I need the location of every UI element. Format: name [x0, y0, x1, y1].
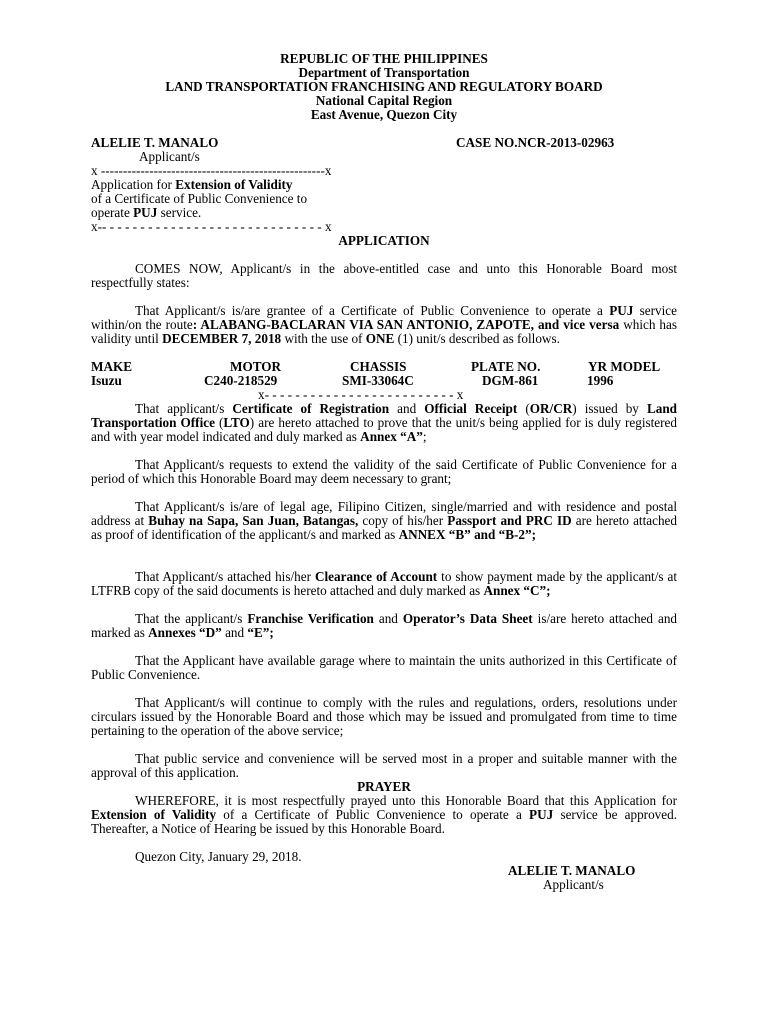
signature-label: Applicant/s [543, 877, 604, 892]
header-address: East Avenue, Quezon City [310, 107, 458, 122]
vehicle-table-row [91, 374, 677, 388]
paragraph-franchise-verification: That the applicant/s Franchise Verification and Operator’s Data Sheet is/are hereto attached and marked as Annexes “D” and “E”; [91, 611, 678, 640]
caption-separator: x ---------------------------------------------------x [91, 163, 332, 178]
paragraph-clearance: That Applicant/s attached his/her Clearance of Account to show payment made by the applicant/s at LTFRB copy of the said documents is hereto attached and duly marked as Annex “C”; [91, 569, 678, 598]
header-department: Department of Transportation [298, 65, 470, 80]
cell-plate-no: DGM-861 [482, 373, 539, 388]
paragraph-comes-now: COMES NOW, Applicant/s in the above-entitled case and unto this Honorable Board most respectfully states: [91, 261, 677, 290]
column-chassis: CHASSIS [350, 359, 407, 374]
application-for-line-2: of a Certificate of Public Convenience to [91, 191, 308, 206]
column-yr-model: YR MODEL [588, 359, 661, 374]
vehicle-table-header [91, 360, 677, 374]
column-make: MAKE [91, 359, 133, 374]
paragraph-comply: That Applicant/s will continue to comply with the rules and regulations, orders, resolutions under circulars issued by the Honorable Board and those which may be issued and promulgated from time to time pertaining to the operation of the above service; [91, 695, 677, 738]
applicant-name: ALELIE T. MANALO [91, 135, 219, 150]
cell-make: Isuzu [91, 373, 122, 388]
case-number: CASE NO.NCR-2013-02963 [456, 135, 615, 150]
cell-chassis: SMI-33064C [342, 373, 414, 388]
paragraph-grantee: That Applicant/s is/are grantee of a Certificate of Public Convenience to operate a PUJ service within/on the route: ALABANG-BACLARAN VIA SAN ANTONIO, ZAPOTE, and vice versa which has validity until DECEMBER 7, 2018 with the use of ONE (1) unit/s described as follows. [91, 303, 678, 346]
header-board: LAND TRANSPORTATION FRANCHISING AND REGULATORY BOARD [165, 79, 603, 94]
paragraph-registration: That applicant/s Certificate of Registration and Official Receipt (OR/CR) issued by Land Transportation Office (LTO) are hereto attached to prove that the unit/s being applied for is duly registered and with year model indicated and duly marked as Annex “A”; [91, 401, 678, 444]
column-motor: MOTOR [230, 359, 282, 374]
application-for-line: Application for Extension of Validity [91, 177, 293, 192]
column-plate-no: PLATE NO. [471, 359, 541, 374]
header-republic: REPUBLIC OF THE PHILIPPINES [280, 51, 488, 66]
paragraph-extend-validity: That Applicant/s requests to extend the validity of the said Certificate of Public Convenience for a period of which this Honorable Board may deem necessary to grant; [91, 457, 677, 486]
signature-name: ALELIE T. MANALO [508, 863, 636, 878]
paragraph-public-service: That public service and convenience will be served most in a proper and suitable manner with the approval of this application. [91, 751, 677, 780]
prayer-title: PRAYER [357, 779, 411, 794]
date-line: Quezon City, January 29, 2018. [135, 849, 302, 864]
paragraph-wherefore: WHEREFORE, it is most respectfully prayed unto this Honorable Board that this Application for Extension of Validity of a Certificate of Public Convenience to operate a PUJ service be approved. Thereafter, a Notice of Hearing be issued by this Honorable Board. [91, 793, 677, 836]
document-title: APPLICATION [338, 233, 430, 248]
application-for-line-3: operate PUJ service. [91, 205, 202, 220]
cell-yr-model: 1996 [587, 373, 614, 388]
paragraph-garage: That the Applicant have available garage where to maintain the units authorized in this Certificate of Public Convenience. [91, 653, 677, 682]
cell-motor: C240-218529 [204, 373, 278, 388]
header-region: National Capital Region [315, 93, 453, 108]
table-separator: x- - - - - - - - - - - - - - - - - - - - - - - - - x [258, 387, 464, 402]
paragraph-legal-age: That Applicant/s is/are of legal age, Filipino Citizen, single/married and with residence and postal address at Buhay na Sapa, San Juan, Batangas, copy of his/her Passport and PRC ID are hereto attached as proof of identification of the applicant/s and marked as ANNEX “B” and “B-2”; [91, 499, 678, 542]
applicant-label: Applicant/s [139, 149, 200, 164]
caption-separator-2: x-- - - - - - - - - - - - - - - - - - - - - - - - - - - - - x [91, 219, 332, 234]
